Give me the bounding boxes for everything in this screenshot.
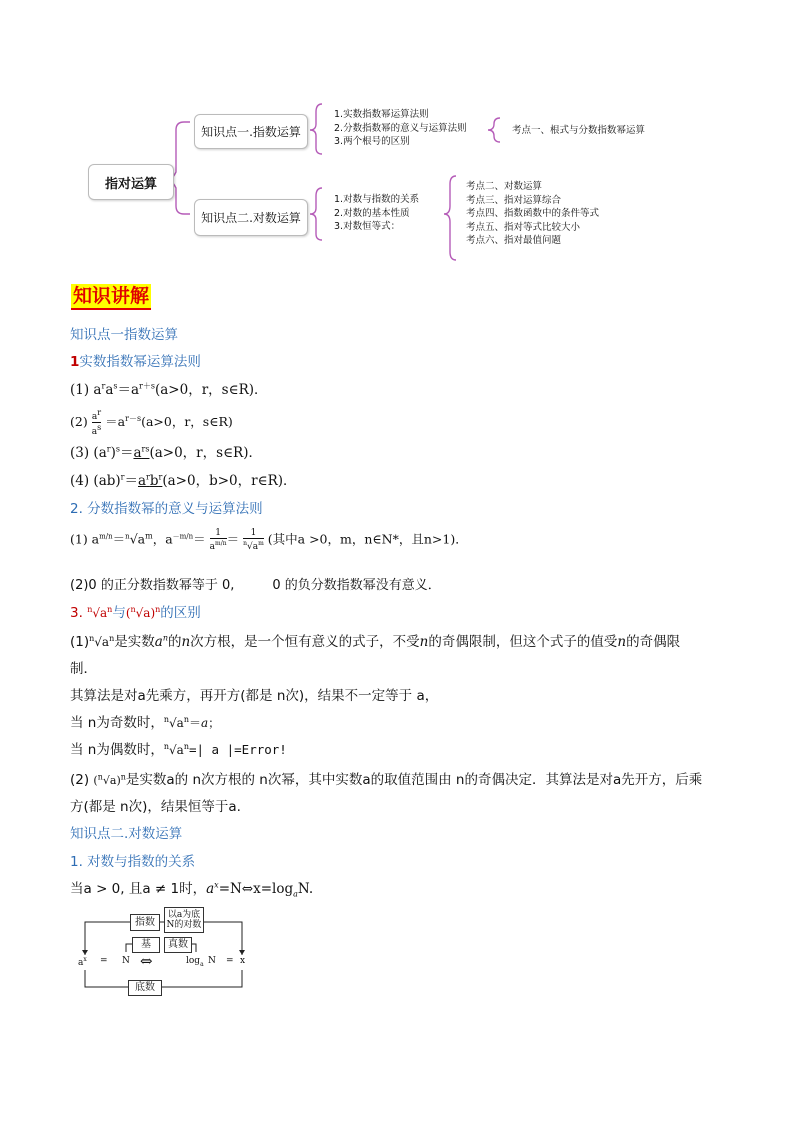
- even-case: 当 n为偶数时，$^n√a^n=|$ a |=Error!: [70, 742, 287, 758]
- branch1-item: 2.分数指数幂的意义与运算法则: [334, 122, 467, 134]
- branch2-leaf: 考点四、指数函数中的条件等式: [466, 208, 600, 219]
- even-value: =| a |=Error!: [188, 742, 287, 757]
- para2: 其算法是对a先乘方，再开方(都是 n次)，结果不一定等于 a，: [70, 688, 439, 704]
- p1-t4: 的奇偶限制，但这个式子的值受: [428, 634, 618, 650]
- p1-t1: 是实数: [114, 634, 155, 650]
- diagram-n: N: [122, 956, 130, 966]
- para1-line2: 制．: [70, 661, 97, 677]
- fraction: $\frac{1}{a^{m/n}}$: [209, 528, 227, 552]
- branch1-item: 1.实数指数幂运算法则: [334, 109, 429, 120]
- diagram-ax: $a^x$: [78, 956, 87, 968]
- branch2-item: 1.对数与指数的关系: [334, 194, 420, 205]
- para1-line1: $(1)^n√a^n$是实数$a^n$的n次方根，是一个恒有意义的式子，不受n的奇偶限制，但这个式子的值受n的奇偶限: [70, 633, 681, 650]
- branch1-leaf: 考点一、根式与分数指数幂运算: [512, 125, 646, 136]
- rel-a: 当a > 0, 且a ≠ 1时，: [70, 881, 207, 897]
- diagram-x: x: [240, 956, 246, 966]
- diagram-n2: N: [208, 956, 216, 966]
- sub3-end: 的区别: [160, 605, 201, 621]
- mindmap-root-label: 指对运算: [104, 176, 157, 192]
- p1-t2: 的: [167, 634, 182, 650]
- subsection4-title: 1. 对数与指数的关系: [70, 854, 196, 870]
- rule-2: (2) $\frac{a^r}{a^s}$ $=a^{r-s}(a>0$，r，s∈R): [70, 408, 233, 437]
- diagram-box-bottom: 底数: [128, 980, 162, 996]
- fraction: $\frac{1}{^n√a^m}$: [243, 528, 264, 552]
- p1-t3: 次方根，是一个恒有意义的式子，不受: [190, 634, 420, 650]
- fraction-cond: (其中a >0，m，n∈N*，且n>1)．: [267, 531, 468, 547]
- rule-prefix: (1): [70, 382, 94, 398]
- sub3-mid: 与: [112, 605, 126, 621]
- fraction: $\frac{a^r}{a^s}$: [91, 408, 102, 437]
- diagram-arrow: ⇔: [140, 952, 153, 970]
- rule-cond: (a>0，r，s∈R)．: [154, 382, 268, 398]
- branch2-leaf: 考点五、指对等式比较大小: [466, 221, 581, 233]
- rule-4: (4) $(ab)^r=a^rb^r(a>0$，b>0，r∈R)．: [70, 472, 297, 489]
- branch2-item: 3.对数恒等式：: [334, 221, 401, 232]
- mindmap-branch-1-label: 知识点一.指数运算: [201, 125, 301, 139]
- diagram-box-exponent: 指数: [130, 914, 160, 931]
- rel-d: N.: [297, 881, 314, 897]
- rel-c: =N⇔x=log: [218, 881, 294, 897]
- diagram-log: $\log_a$: [186, 956, 204, 968]
- rule-cond: (a>0，r，s∈R): [141, 414, 233, 429]
- odd-case: 当 n为奇数时，$^n√a^n=a$；: [70, 715, 221, 731]
- rule-1: (1) $a^ra^s=a^{r+s}(a>0$，r，s∈R)．: [70, 381, 268, 398]
- rule-cond: (a>0，b>0，r∈R)．: [162, 473, 297, 489]
- diagram-box-log: [164, 907, 204, 933]
- section2-title: 知识点二.对数运算: [70, 826, 183, 842]
- section1-title: 知识点一指数运算: [70, 327, 178, 343]
- subsection2-title: 2. 分数指数幂的意义与运算法则: [70, 501, 263, 517]
- fraction-rule: (1) $a^{m/n}=^n√a^m$，$a^{-m/n}=$ $\frac{1}{a^{m/n}}$ ＝ $\frac{1}{^n√a^m}$ (其中a >0，m，n∈N*，且n>1)．: [70, 528, 468, 552]
- diagram-eq2: =: [226, 956, 234, 966]
- branch2-item: 2.对数的基本性质: [334, 207, 410, 219]
- diagram-log-text: log: [186, 956, 201, 966]
- para3-line1: (2) $(^n√a)^n$是实数a的 n次方根的 n次幂，其中实数a的取值范围由 n的奇偶决定．其算法是对a先开方，后乘: [70, 772, 703, 788]
- rule-prefix: (2): [70, 414, 88, 429]
- diagram-ax-a: a: [78, 958, 84, 968]
- rule-prefix: (3): [70, 445, 94, 461]
- log-relation: 当a > 0, 且a ≠ 1时，$a^x=N\Leftrightarrow x=\log_aN$.: [70, 880, 314, 899]
- rel-b: a: [206, 881, 215, 897]
- rule-prefix: (4): [70, 473, 94, 489]
- diagram-box-real: 真数: [164, 937, 192, 953]
- branch2-leaf: 考点三、指对运算综合: [466, 194, 562, 206]
- diagram-log-line2: N的对数: [166, 920, 202, 930]
- even-label: 当 n为偶数时，: [70, 742, 164, 758]
- branch2-leaf: 考点二、对数运算: [466, 181, 543, 192]
- rule-cond: (a>0，r，s∈R)．: [149, 445, 262, 461]
- mindmap-branch-2-label: 知识点二.对数运算: [201, 211, 301, 225]
- zero-line-a: (2)0 的正分数指数幂等于 0,: [70, 578, 235, 593]
- branch2-leaf: 考点六、指对最值问题: [466, 235, 562, 246]
- diagram-log-line1: 以a为底: [167, 910, 201, 920]
- section-heading: 知识讲解: [73, 285, 150, 307]
- para3-a: 是实数a的 n次方根的 n次幂，其中实数a的取值范围由 n的奇偶决定．其算法是对a先开方，后乘: [125, 772, 703, 788]
- zero-line-b: 0 的负分数指数幂没有意义．: [272, 578, 441, 593]
- diagram-box-base: 基: [132, 937, 160, 953]
- odd-label: 当 n为奇数时，: [70, 715, 164, 731]
- subsection3-title: 3. $^n√a^n$与$(^n√a)^n$的区别: [70, 605, 201, 621]
- branch1-item: 3.两个根号的区别: [334, 136, 410, 147]
- para3-line2: 方(都是 n次)，结果恒等于a.: [70, 799, 241, 815]
- p1-t5: 的奇偶限: [626, 634, 681, 650]
- diagram-eq1: =: [100, 956, 108, 966]
- rule-3: (3) $(a^r)^s=a^{rs}(a>0$，r，s∈R)．: [70, 444, 262, 461]
- subsection1-title: 1实数指数幂运算法则: [70, 354, 201, 370]
